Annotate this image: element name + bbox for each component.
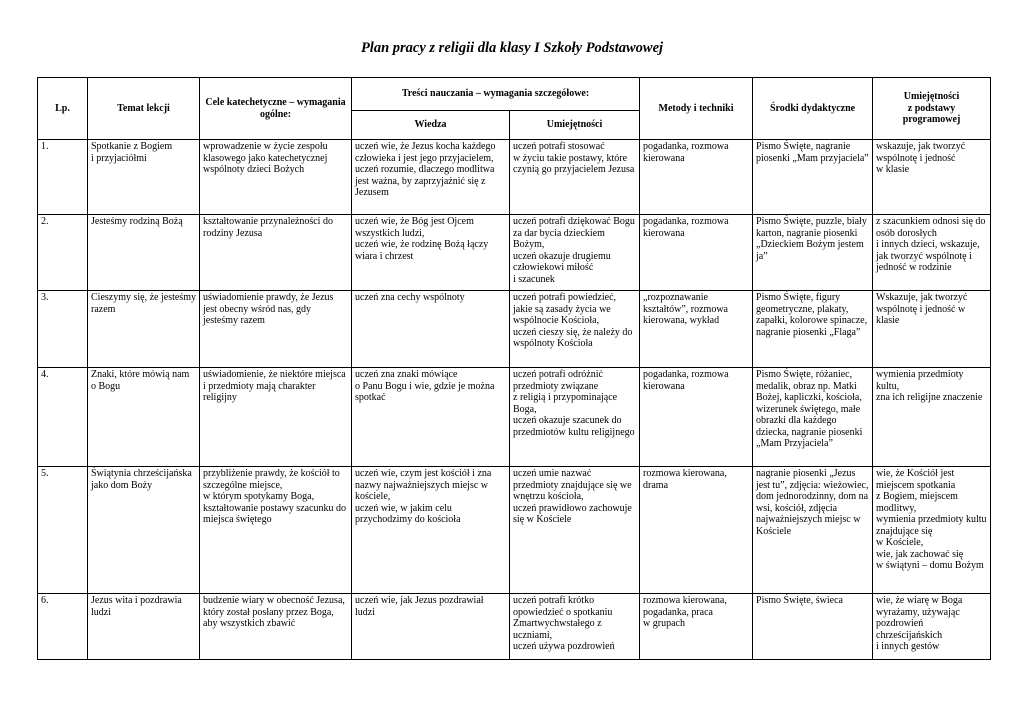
row-goals: budzenie wiary w obecność Jezusa, który został posłany przez Boga, aby wszystkich zbawić xyxy=(200,594,352,660)
table-row xyxy=(38,594,991,660)
table-row xyxy=(38,291,991,368)
row-knowledge: uczeń zna cechy wspólnoty xyxy=(352,291,510,368)
row-knowledge: uczeń zna znaki mówiące o Panu Bogu i wie, gdzie je można spotkać xyxy=(352,368,510,467)
row-methods: pogadanka, rozmowa kierowana xyxy=(640,368,753,467)
row-goals: wprowadzenie w życie zespołu klasowego jako katechetycznej wspólnoty dzieci Bożych xyxy=(200,140,352,215)
row-skills: uczeń potrafi odróżnić przedmioty związane z religią i przypominające Boga, uczeń okazuje szacunek do przedmiotów kultu religijnego xyxy=(510,368,640,467)
header-goals: Cele katechetyczne – wymagania ogólne: xyxy=(200,78,352,140)
row-methods: pogadanka, rozmowa kierowana xyxy=(640,215,753,291)
row-knowledge: uczeń wie, że Bóg jest Ojcem wszystkich ludzi, uczeń wie, że rodzinę Bożą łączy wiara i chrzest xyxy=(352,215,510,291)
header-core-skills: Umiejętności z podstawy programowej xyxy=(873,78,991,140)
row-knowledge: uczeń wie, czym jest kościół i zna nazwy najważniejszych miejsc w kościele, uczeń wie, w jakim celu przychodzimy do kościoła xyxy=(352,467,510,594)
row-methods: „rozpoznawanie kształtów”, rozmowa kierowana, wykład xyxy=(640,291,753,368)
row-core-skills: wymienia przedmioty kultu, zna ich religijne znaczenie xyxy=(873,368,991,467)
row-goals: uświadomienie, że niektóre miejsca i przedmioty mają charakter religijny xyxy=(200,368,352,467)
row-goals: przybliżenie prawdy, że kościół to szczególne miejsce, w którym spotykamy Boga, kształtowanie postawy szacunku do miejsca świętego xyxy=(200,467,352,594)
row-goals: kształtowanie przynależności do rodziny Jezusa xyxy=(200,215,352,291)
row-core-skills: wie, że Kościół jest miejscem spotkania z Bogiem, miejscem modlitwy, wymienia przedmioty kultu znajdujące się w Kościele, wie, jak zachować się w świątyni – domu Bożym xyxy=(873,467,991,594)
row-number: 2. xyxy=(38,215,88,291)
header-methods: Metody i techniki xyxy=(640,78,753,140)
header-skills: Umiejętności xyxy=(510,111,640,140)
row-core-skills: wskazuje, jak tworzyć wspólnotę i jedność w klasie xyxy=(873,140,991,215)
header-knowledge: Wiedza xyxy=(352,111,510,140)
table-row xyxy=(38,140,991,215)
curriculum-table xyxy=(37,77,991,660)
table-row xyxy=(38,215,991,291)
row-number: 5. xyxy=(38,467,88,594)
table-row xyxy=(38,368,991,467)
row-topic: Jezus wita i pozdrawia ludzi xyxy=(88,594,200,660)
row-knowledge: uczeń wie, że Jezus kocha każdego człowieka i jest jego przyjacielem, uczeń rozumie, dlaczego modlitwa jest ważna, by zaprzyjaźnić się z Jezusem xyxy=(352,140,510,215)
row-skills: uczeń potrafi powiedzieć, jakie są zasady życia we wspólnocie Kościoła, uczeń cieszy się, że należy do wspólnoty Kościoła xyxy=(510,291,640,368)
row-skills: uczeń potrafi krótko opowiedzieć o spotkaniu Zmartwychwstałego z uczniami, uczeń używa pozdrowień xyxy=(510,594,640,660)
row-knowledge: uczeń wie, jak Jezus pozdrawiał ludzi xyxy=(352,594,510,660)
table-row xyxy=(38,467,991,594)
page-title: Plan pracy z religii dla klasy I Szkoły Podstawowej xyxy=(360,40,664,56)
row-resources: Pismo Święte, świeca xyxy=(753,594,873,660)
row-topic: Spotkanie z Bogiem i przyjaciółmi xyxy=(88,140,200,215)
row-methods: pogadanka, rozmowa kierowana xyxy=(640,140,753,215)
row-core-skills: wie, że wiarę w Boga wyrażamy, używając pozdrowień chrześcijańskich i innych gestów xyxy=(873,594,991,660)
row-number: 4. xyxy=(38,368,88,467)
row-topic: Cieszymy się, że jesteśmy razem xyxy=(88,291,200,368)
header-content: Treści nauczania – wymagania szczegółowe: xyxy=(352,78,640,111)
row-core-skills: z szacunkiem odnosi się do osób dorosłych i innych dzieci, wskazuje, jak tworzyć wspólnotę i jedność w rodzinie xyxy=(873,215,991,291)
row-resources: Pismo Święte, różaniec, medalik, obraz np. Matki Bożej, kapliczki, kościoła, wizerunek świętego, małe obrazki dla każdego dziecka, nagranie piosenki „Mam Przyjaciela” xyxy=(753,368,873,467)
row-number: 6. xyxy=(38,594,88,660)
row-number: 1. xyxy=(38,140,88,215)
header-resources: Środki dydaktyczne xyxy=(753,78,873,140)
row-topic: Znaki, które mówią nam o Bogu xyxy=(88,368,200,467)
row-skills: uczeń umie nazwać przedmioty znajdujące się we wnętrzu kościoła, uczeń prawidłowo zachowuje się w Kościele xyxy=(510,467,640,594)
row-skills: uczeń potrafi dziękować Bogu za dar bycia dzieckiem Bożym, uczeń okazuje drugiemu człowiekowi miłość i szacunek xyxy=(510,215,640,291)
row-resources: Pismo Święte, puzzle, biały karton, nagranie piosenki „Dzieckiem Bożym jestem ja” xyxy=(753,215,873,291)
row-topic: Jesteśmy rodziną Bożą xyxy=(88,215,200,291)
row-methods: rozmowa kierowana, drama xyxy=(640,467,753,594)
row-number: 3. xyxy=(38,291,88,368)
header-lp: Lp. xyxy=(38,78,88,140)
row-resources: Pismo Święte, figury geometryczne, plakaty, zapałki, kolorowe spinacze, nagranie piosenki „Flaga” xyxy=(753,291,873,368)
row-skills: uczeń potrafi stosować w życiu takie postawy, które czynią go przyjacielem Jezusa xyxy=(510,140,640,215)
row-goals: uświadomienie prawdy, że Jezus jest obecny wśród nas, gdy jesteśmy razem xyxy=(200,291,352,368)
row-methods: rozmowa kierowana, pogadanka, praca w grupach xyxy=(640,594,753,660)
row-resources: nagranie piosenki „Jezus jest tu”, zdjęcia: wieżowiec, dom jednorodzinny, dom na wsi, kościół, zdjęcia najważniejszych miejsc w Kościele xyxy=(753,467,873,594)
header-topic: Temat lekcji xyxy=(88,78,200,140)
row-topic: Świątynia chrześcijańska jako dom Boży xyxy=(88,467,200,594)
row-resources: Pismo Święte, nagranie piosenki „Mam przyjaciela” xyxy=(753,140,873,215)
row-core-skills: Wskazuje, jak tworzyć wspólnotę i jedność w klasie xyxy=(873,291,991,368)
